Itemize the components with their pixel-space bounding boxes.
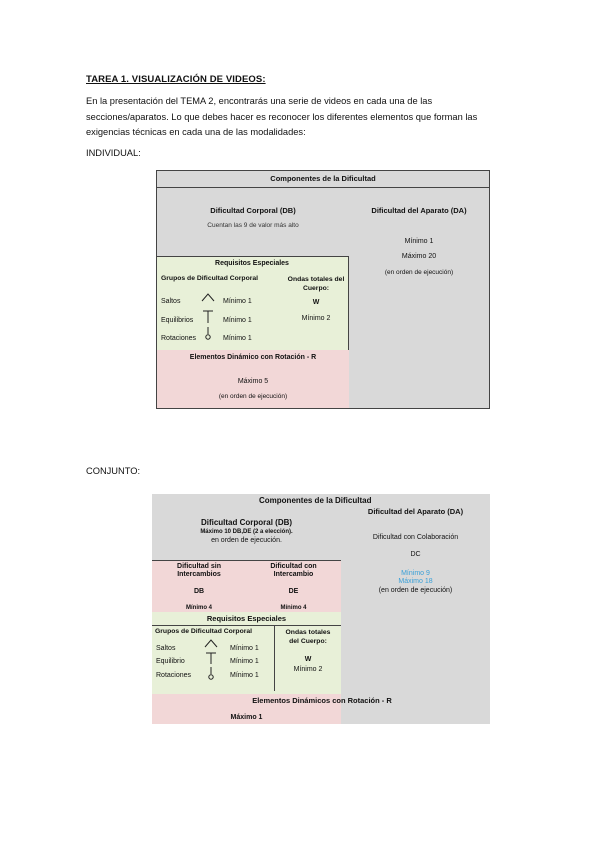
apparatus-difficulty-column bbox=[341, 494, 490, 724]
db-line2: en orden de ejecución. bbox=[211, 537, 282, 544]
rotation-icon bbox=[204, 326, 212, 340]
jump-icon bbox=[201, 292, 215, 302]
special-requirements-block bbox=[157, 256, 349, 350]
waves-title-line: Cuerpo: bbox=[302, 285, 330, 292]
individual-difficulty-table bbox=[156, 170, 490, 409]
body-difficulty-column bbox=[152, 494, 392, 724]
group-min-balances: Mínimo 1 bbox=[223, 317, 252, 324]
table-header: Componentes de la Dificultad bbox=[259, 496, 372, 505]
group-name-balances: Equilibrio bbox=[156, 658, 185, 665]
db-title: Dificultad Corporal (DB) bbox=[200, 518, 293, 527]
da-min: Mínimo 1 bbox=[404, 238, 434, 245]
exchange-min: Mínimo 4 bbox=[280, 605, 307, 611]
group-min-rotations: Mínimo 1 bbox=[223, 335, 252, 342]
da-order: (en orden de ejecución) bbox=[384, 269, 454, 276]
dynamic-title: Elementos Dinámico con Rotación - R bbox=[189, 354, 317, 361]
balance-icon bbox=[205, 652, 217, 665]
group-name-rotations: Rotaciones bbox=[161, 335, 197, 342]
group-name-rotations: Rotaciones bbox=[156, 672, 192, 679]
title-line: Intercambios bbox=[177, 571, 221, 578]
intro-paragraph bbox=[86, 94, 526, 141]
groups-title: Grupos de Dificultad Corporal bbox=[161, 275, 259, 282]
title-line: Dificultad con bbox=[270, 563, 317, 570]
special-requirements-block bbox=[152, 612, 341, 694]
waves-title-line: Ondas totales del bbox=[287, 276, 345, 283]
exchange-block bbox=[152, 560, 341, 612]
dynamic-title: Elementos Dinámicos con Rotación - R bbox=[252, 696, 392, 705]
group-name-balances: Equilibrios bbox=[161, 317, 194, 324]
intro-line: exigencias técnicas en cada una de las modalidades: bbox=[86, 127, 306, 137]
req-title: Requisitos Especiales bbox=[206, 614, 287, 623]
waves-min: Mínimo 2 bbox=[301, 315, 331, 322]
waves-min: Mínimo 2 bbox=[293, 666, 323, 673]
table-header: Componentes de la Dificultad bbox=[157, 171, 489, 188]
da-title: Dificultad del Aparato (DA) bbox=[371, 206, 467, 215]
exchange-title bbox=[246, 563, 341, 579]
individual-label: INDIVIDUAL: bbox=[86, 148, 141, 158]
apparatus-difficulty-column bbox=[349, 188, 489, 408]
group-min-balances: Mínimo 1 bbox=[230, 658, 259, 665]
dynamic-elements-block bbox=[157, 350, 349, 408]
conjunto-label: CONJUNTO: bbox=[86, 466, 141, 476]
waves-symbol: W bbox=[312, 299, 320, 306]
title-line: Intercambio bbox=[273, 571, 314, 578]
collab-symbol: DC bbox=[410, 551, 421, 558]
waves-title bbox=[275, 628, 341, 646]
divider bbox=[152, 625, 341, 626]
conjunto-difficulty-table bbox=[152, 494, 490, 724]
waves-title bbox=[284, 275, 348, 293]
collab-min: Mínimo 9 bbox=[401, 570, 430, 577]
title-line: Dificultad sin bbox=[177, 563, 221, 570]
body-difficulty-column bbox=[157, 188, 349, 408]
group-min-jumps: Mínimo 1 bbox=[223, 298, 252, 305]
intro-line: En la presentación del TEMA 2, encontrarás una serie de videos en cada una de las bbox=[86, 96, 433, 106]
no-exchange-symbol: DB bbox=[193, 588, 205, 595]
db-subtitle: Cuentan las 9 de valor más alto bbox=[207, 222, 299, 229]
task-title: TAREA 1. VISUALIZACIÓN DE VIDEOS: bbox=[86, 74, 266, 85]
waves-title-line: del Cuerpo: bbox=[289, 638, 327, 645]
collab-order: (en orden de ejecución) bbox=[378, 587, 453, 594]
group-name-jumps: Saltos bbox=[161, 298, 181, 305]
dynamic-max: Máximo 1 bbox=[230, 714, 263, 721]
exchange-symbol: DE bbox=[288, 588, 299, 595]
balance-icon bbox=[202, 310, 214, 324]
da-title: Dificultad del Aparato (DA) bbox=[367, 507, 464, 516]
waves-symbol: W bbox=[304, 656, 312, 663]
intro-line: secciones/aparatos. Lo que debes hacer es reconocer los diferentes elementos que forman las bbox=[86, 111, 478, 122]
group-min-jumps: Mínimo 1 bbox=[230, 645, 259, 652]
collab-max: Máximo 18 bbox=[398, 578, 433, 585]
waves-title-line: Ondas totales bbox=[285, 629, 331, 636]
collab-title: Dificultad con Colaboración bbox=[372, 534, 459, 541]
req-title: Requisitos Especiales bbox=[215, 260, 289, 267]
no-exchange-min: Mínimo 4 bbox=[185, 605, 212, 611]
group-min-rotations: Mínimo 1 bbox=[230, 672, 259, 679]
db-block bbox=[157, 188, 349, 256]
dynamic-elements-block bbox=[152, 694, 392, 724]
rotation-icon bbox=[207, 666, 215, 680]
jump-icon bbox=[204, 638, 218, 648]
no-exchange-title bbox=[152, 563, 246, 579]
db-line1: Máximo 10 DB,DE (2 a elección). bbox=[200, 529, 293, 535]
groups-title: Grupos de Dificultad Corporal bbox=[155, 628, 253, 635]
dynamic-order: (en orden de ejecución) bbox=[218, 393, 288, 400]
da-max: Máximo 20 bbox=[401, 253, 437, 260]
group-name-jumps: Saltos bbox=[156, 645, 176, 652]
db-title: Dificultad Corporal (DB) bbox=[210, 206, 296, 215]
dynamic-max: Máximo 5 bbox=[237, 378, 269, 385]
